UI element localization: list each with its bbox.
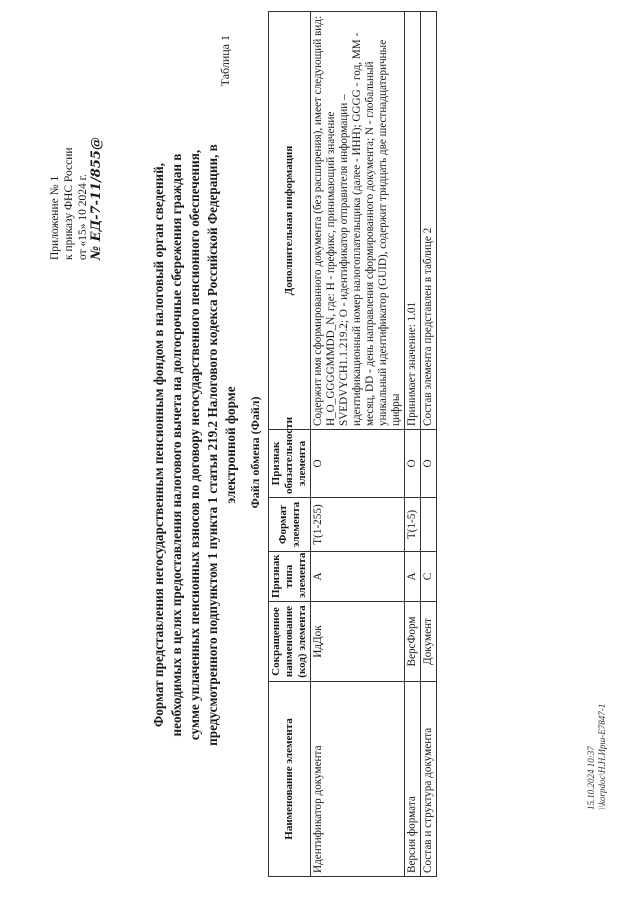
- cell-name: Состав и структура документа: [421, 682, 437, 877]
- table-row: [311, 12, 405, 877]
- cell-info: Содержит имя сформированного документа (без расширения), имеет следующий вид: H_O_GGGGMMDD_N, где: H - префикс, принимающий значение SVEDVYCH1.1.219.2; O - идентификатор отправителя информации – идентификационный номер налогоплательщика (далее - ИНН); GGGG - год, MM - месяц, DD - день направления сформированного документа; N - глобальный уникальный идентификатор (GUID), содержит тридцать две шестнадцатеричные цифры: [311, 12, 405, 430]
- cell-required: О: [421, 430, 437, 498]
- cell-code: Документ: [421, 602, 437, 682]
- stamp-line-1: 15.10.2024 10:37: [586, 746, 596, 810]
- document-title: Формат представления негосударственным пенсионным фондом в налоговый орган сведений, необходимых в целях предоставления налогового вычета на долгосрочные сбережения граждан в сумме уплаченных пенсионных взносов по договору негосударственного пенсионного обеспечения, предусмотренного подпунктом 1 пункта 1 статьи 219.2 Налогового кодекса Российской Федерации, в электронной форме: [151, 144, 238, 746]
- cell-format: [421, 498, 437, 552]
- cell-code: ИдДок: [311, 602, 405, 682]
- table-row: [421, 12, 437, 877]
- col-header-type: Признак типа элемента: [269, 552, 311, 602]
- cell-info: Состав элемента представлен в таблице 2: [421, 12, 437, 430]
- cell-name: Версия формата: [405, 682, 421, 877]
- col-header-format: Формат элемента: [269, 498, 311, 552]
- col-header-required: Признак обязательности элемента: [269, 430, 311, 498]
- registration-stamp: [586, 704, 608, 810]
- cell-type: С: [421, 552, 437, 602]
- table-title: Файл обмена (Файл): [248, 396, 262, 509]
- cell-code: ВерсФорм: [405, 602, 421, 682]
- cell-name: Идентификатор документа: [311, 682, 405, 877]
- stamp-line-2: \\korpdoc\Н.Н.Ирш-Е7847-1: [597, 703, 607, 810]
- col-header-info: Дополнительная информация: [269, 12, 311, 430]
- cell-format: T(1-255): [311, 498, 405, 552]
- appendix-block: [48, 70, 104, 260]
- cell-required: О: [405, 430, 421, 498]
- cell-info: Принимает значение: 1.01: [405, 12, 421, 430]
- appendix-line-1: Приложение № 1: [49, 175, 61, 260]
- col-header-code: Сокращенное наименование (код) элемента: [269, 602, 311, 682]
- cell-required: О: [311, 430, 405, 498]
- table-row: [405, 12, 421, 877]
- table-header-row: [269, 12, 311, 877]
- cell-format: T(1-5): [405, 498, 421, 552]
- table-number-label: Таблица 1: [218, 35, 232, 87]
- cell-type: А: [405, 552, 421, 602]
- col-header-name: Наименование элемента: [269, 682, 311, 877]
- appendix-line-2: к приказу ФНС России: [63, 147, 75, 260]
- elements-table: [268, 11, 437, 877]
- appendix-line-3: от «15» 10 2024 г.: [77, 174, 89, 260]
- cell-type: А: [311, 552, 405, 602]
- appendix-order-number: № ЕД-7-11/855@: [89, 137, 104, 260]
